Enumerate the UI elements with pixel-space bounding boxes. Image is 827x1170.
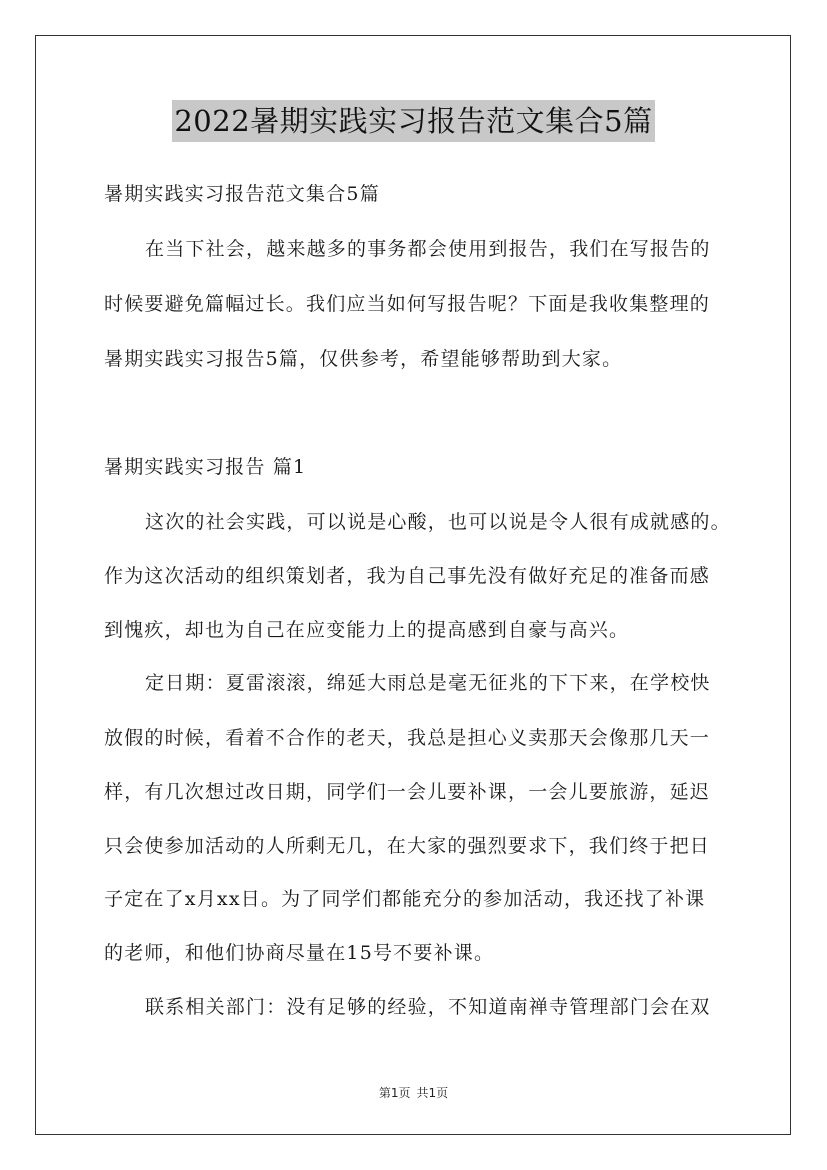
paragraph-line: 子定在了x月xx日。为了同学们都能充分的参加活动，我还找了补课 xyxy=(104,888,706,910)
intro-line-3: 暑期实践实习报告5篇，仅供参考，希望能够帮助到大家。 xyxy=(104,348,623,370)
paragraph-line: 的老师，和他们协商尽量在15号不要补课。 xyxy=(104,942,495,964)
page-total: 共1页 xyxy=(416,1086,449,1100)
paragraph-line: 定日期：夏雷滚滚，绵延大雨总是毫无征兆的下下来，在学校快 xyxy=(145,672,711,694)
intro-line-2: 时候要避免篇幅过长。我们应当如何写报告呢？下面是我收集整理的 xyxy=(104,293,711,315)
document-title: 2022暑期实践实习报告范文集合5篇 xyxy=(172,100,654,142)
document-subtitle: 暑期实践实习报告范文集合5篇 xyxy=(104,183,380,205)
paragraph-line: 只会使参加活动的人所剩无几，在大家的强烈要求下，我们终于把日 xyxy=(104,835,711,857)
paragraph-line: 作为这次活动的组织策划者，我为自己事先没有做好充足的准备而感 xyxy=(104,565,711,587)
title-container xyxy=(0,100,827,142)
page-footer xyxy=(0,1084,827,1101)
intro-line-1: 在当下社会，越来越多的事务都会使用到报告，我们在写报告的 xyxy=(145,238,711,260)
paragraph-line: 到愧疚，却也为自己在应变能力上的提高感到自豪与高兴。 xyxy=(104,619,630,641)
paragraph-line: 放假的时候，看着不合作的老天，我总是担心义卖那天会像那几天一 xyxy=(104,727,711,749)
paragraph-line: 联系相关部门：没有足够的经验，不知道南禅寺管理部门会在双 xyxy=(145,996,711,1018)
section-heading: 暑期实践实习报告 篇1 xyxy=(104,456,307,478)
paragraph-line: 样，有几次想过改日期，同学们一会儿要补课，一会儿要旅游，延迟 xyxy=(104,781,711,803)
page-number: 第1页 xyxy=(378,1086,411,1100)
paragraph-line: 这次的社会实践，可以说是心酸，也可以说是令人很有成就感的。 xyxy=(145,511,731,533)
